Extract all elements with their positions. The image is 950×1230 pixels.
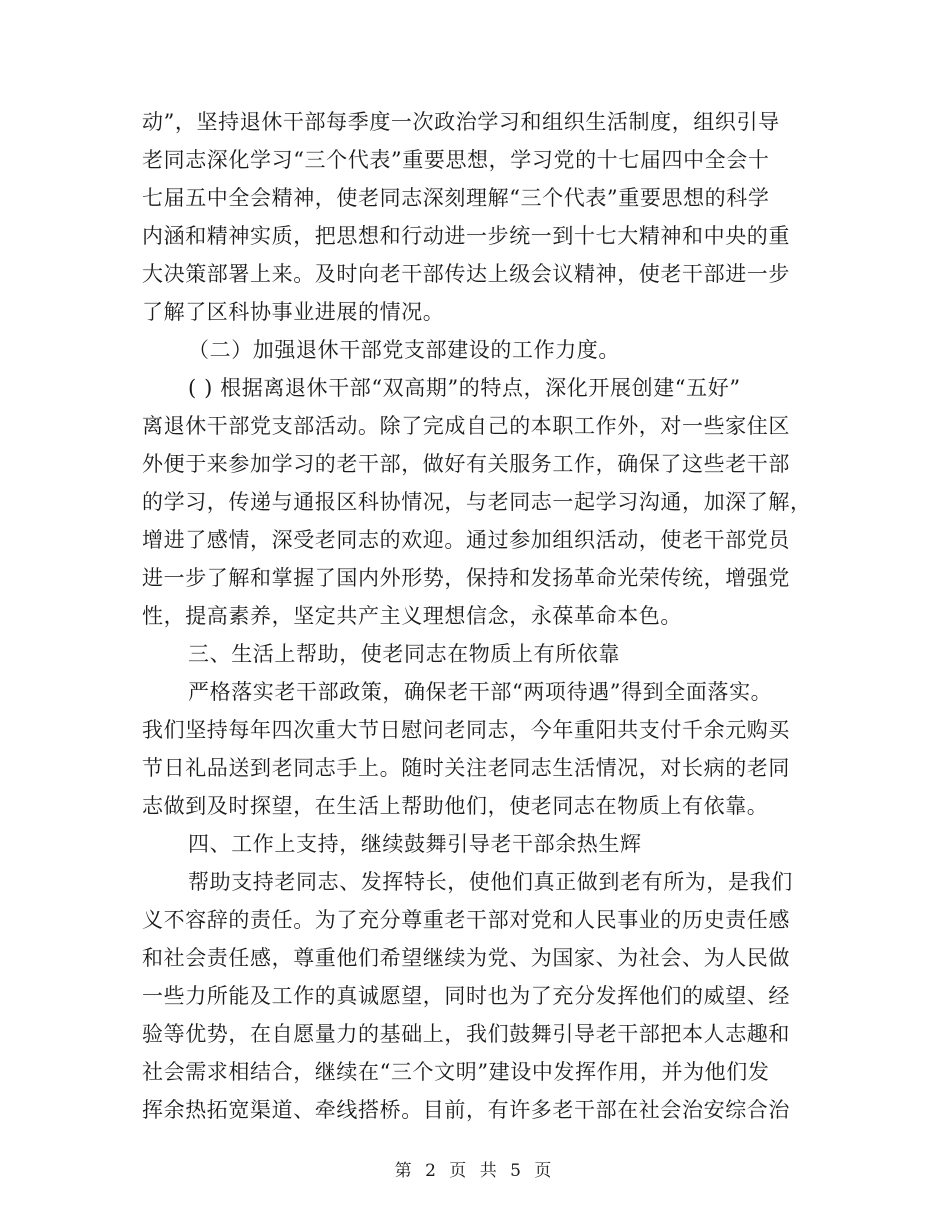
paragraph-line: 验等优势，在自愿量力的基础上，我们鼓舞引导老干部把本人志趣和	[142, 1022, 790, 1046]
paragraph-line: 了解了区科协事业进展的情况。	[142, 300, 445, 324]
paragraph-line: 义不容辞的责任。为了充分尊重老干部对党和人民事业的历史责任感	[142, 908, 790, 932]
paragraph-line: 严格落实老干部政策，确保老干部“两项待遇”得到全面落实。	[188, 680, 773, 704]
paragraph-line: 帮助支持老同志、发挥特长，使他们真正做到老有所为，是我们	[188, 870, 793, 894]
paragraph-line: 我们坚持每年四次重大节日慰问老同志，今年重阳共支付千余元购买	[142, 718, 790, 742]
paragraph-line: ( ) 根据离退休干部“双高期”的特点，深化开展创建“五好”	[188, 376, 741, 400]
section-heading: （二）加强退休干部党支部建设的工作力度。	[188, 338, 620, 362]
paragraph-line: 离退休干部党支部活动。除了完成自己的本职工作外，对一些家住区	[142, 414, 790, 438]
paragraph-line: 进一步了解和掌握了国内外形势，保持和发扬革命光荣传统，增强党	[142, 566, 790, 590]
paragraph-line: 增进了感情，深受老同志的欢迎。通过参加组织活动，使老干部党员	[142, 528, 790, 552]
paragraph-line: 志做到及时探望，在生活上帮助他们，使老同志在物质上有依靠。	[142, 794, 769, 818]
paragraph-line: 和社会责任感，尊重他们希望继续为党、为国家、为社会、为人民做	[142, 946, 790, 970]
paragraph-line: 动”，坚持退休干部每季度一次政治学习和组织生活制度，组织引导	[142, 110, 780, 134]
paragraph-line: 性，提高素养，坚定共产主义理想信念，永葆革命本色。	[142, 604, 682, 628]
page-number-footer: 第 2 页 共 5 页	[394, 1161, 556, 1181]
paragraph-line: 节日礼品送到老同志手上。随时关注老同志生活情况，对长病的老同	[142, 756, 790, 780]
section-heading: 四、工作上支持，继续鼓舞引导老干部余热生辉	[188, 832, 642, 856]
paragraph-line: 外便于来参加学习的老干部，做好有关服务工作，确保了这些老干部	[142, 452, 790, 476]
paragraph-line: 七届五中全会精神，使老同志深刻理解“三个代表”重要思想的科学	[142, 186, 770, 210]
paragraph-line: 挥余热拓宽渠道、牵线搭桥。目前，有许多老干部在社会治安综合治	[142, 1098, 790, 1122]
paragraph-line: 社会需求相结合，继续在“三个文明”建设中发挥作用，并为他们发	[142, 1060, 770, 1084]
paragraph-line: 内涵和精神实质，把思想和行动进一步统一到十七大精神和中央的重	[142, 224, 790, 248]
section-heading: 三、生活上帮助，使老同志在物质上有所依靠	[188, 642, 620, 666]
paragraph-line: 老同志深化学习“三个代表”重要思想，学习党的十七届四中全会十	[142, 148, 770, 172]
paragraph-line: 大决策部署上来。及时向老干部传达上级会议精神，使老干部进一步	[142, 262, 790, 286]
paragraph-line: 的学习，传递与通报区科协情况，与老同志一起学习沟通，加深了解，	[142, 490, 812, 514]
paragraph-line: 一些力所能及工作的真诚愿望，同时也为了充分发挥他们的威望、经	[142, 984, 790, 1008]
